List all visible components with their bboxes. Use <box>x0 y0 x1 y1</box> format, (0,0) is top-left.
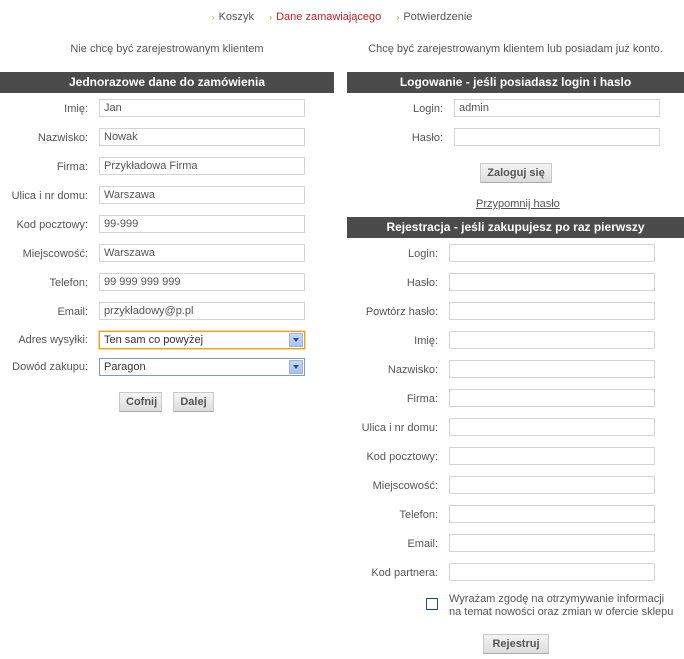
phone-label: Telefon: <box>49 277 88 289</box>
reg-street-label: Ulica i nr domu: <box>361 422 438 434</box>
reg-password-label: Hasło: <box>406 277 438 289</box>
reg-last-name-input[interactable] <box>449 360 655 378</box>
login-input[interactable] <box>454 99 660 117</box>
reg-login-input[interactable] <box>449 244 655 262</box>
login-label: Login: <box>413 103 443 115</box>
reg-last-name-label: Nazwisko: <box>387 364 438 376</box>
shipping-address-select[interactable] <box>99 331 305 349</box>
register-button[interactable]: Rejestruj <box>483 634 549 654</box>
guest-intro-text: Nie chcę być zarejestrowanym klientem <box>70 43 264 55</box>
breadcrumb-step-cart[interactable]: › Koszyk <box>211 11 255 23</box>
reg-phone-label: Telefon: <box>399 509 438 521</box>
shipping-address-selected-value: Ten sam co powyżej <box>104 334 204 346</box>
reg-city-label: Miejscowość: <box>372 480 438 492</box>
arrow-right-icon: › <box>396 12 400 22</box>
street-label: Ulica i nr domu: <box>11 190 88 202</box>
shipping-address-label: Adres wysyłki: <box>18 334 88 346</box>
login-section-header: Logowanie - jeśli posiadasz login i haslo <box>347 72 684 93</box>
chevron-down-icon[interactable] <box>289 333 303 347</box>
email-input[interactable] <box>99 302 305 320</box>
reg-first-name-label: Imię: <box>414 335 438 347</box>
reg-partner-code-label: Kod partnera: <box>371 567 438 579</box>
next-button[interactable]: Dalej <box>173 392 214 412</box>
city-label: Miejscowość: <box>22 248 88 260</box>
newsletter-consent-checkbox[interactable] <box>426 598 438 610</box>
first-name-label: Imię: <box>64 103 88 115</box>
login-button[interactable]: Zaloguj się <box>480 163 552 183</box>
reg-phone-input[interactable] <box>449 505 655 523</box>
reg-street-input[interactable] <box>449 418 655 436</box>
reg-first-name-input[interactable] <box>449 331 655 349</box>
remind-password-link[interactable]: Przypomnij hasło <box>476 198 560 210</box>
company-input[interactable] <box>99 157 305 175</box>
arrow-right-icon: › <box>269 12 273 22</box>
breadcrumb-step-confirmation[interactable]: › Potwierdzenie <box>396 11 473 23</box>
company-label: Firma: <box>56 161 88 173</box>
email-label: Email: <box>57 306 88 318</box>
consent-line-1: Wyrażam zgodę na otrzymywanie informacji <box>449 593 665 605</box>
last-name-input[interactable] <box>99 128 305 146</box>
reg-password-repeat-input[interactable] <box>449 302 655 320</box>
newsletter-consent-text <box>449 593 673 619</box>
arrow-right-icon: › <box>211 12 215 22</box>
password-label: Hasło: <box>411 132 443 144</box>
reg-company-input[interactable] <box>449 389 655 407</box>
purchase-proof-select[interactable] <box>99 358 305 376</box>
reg-partner-code-input[interactable] <box>449 563 655 581</box>
reg-email-input[interactable] <box>449 534 655 552</box>
reg-city-input[interactable] <box>449 476 655 494</box>
guest-section-header: Jednorazowe dane do zamówienia <box>0 72 334 93</box>
reg-password-input[interactable] <box>449 273 655 291</box>
reg-company-label: Firma: <box>406 393 438 405</box>
reg-password-repeat-label: Powtórz hasło: <box>365 306 438 318</box>
password-input[interactable] <box>454 128 660 146</box>
reg-postal-code-label: Kod pocztowy: <box>366 451 438 463</box>
register-section-header: Rejestracja - jeśli zakupujesz po raz pierwszy <box>347 217 684 238</box>
reg-login-label: Login: <box>408 248 438 260</box>
purchase-proof-selected-value: Paragon <box>104 361 146 373</box>
back-button[interactable]: Cofnij <box>119 392 162 412</box>
member-intro-text: Chcę być zarejestrowanym klientem lub posiadam już konto. <box>368 43 663 55</box>
phone-input[interactable] <box>99 273 305 291</box>
first-name-input[interactable] <box>99 99 305 117</box>
reg-postal-code-input[interactable] <box>449 447 655 465</box>
purchase-proof-label: Dowód zakupu: <box>12 361 88 373</box>
breadcrumb <box>0 11 684 23</box>
street-input[interactable] <box>99 186 305 204</box>
city-input[interactable] <box>99 244 305 262</box>
postal-code-label: Kod pocztowy: <box>16 219 88 231</box>
breadcrumb-step-customer-data[interactable]: › Dane zamawiającego <box>269 11 382 23</box>
chevron-down-icon[interactable] <box>289 360 303 374</box>
postal-code-input[interactable] <box>99 215 305 233</box>
reg-email-label: Email: <box>407 538 438 550</box>
consent-line-2: na temat nowości oraz zmian w ofercie sklepu <box>449 606 674 618</box>
last-name-label: Nazwisko: <box>37 132 88 144</box>
